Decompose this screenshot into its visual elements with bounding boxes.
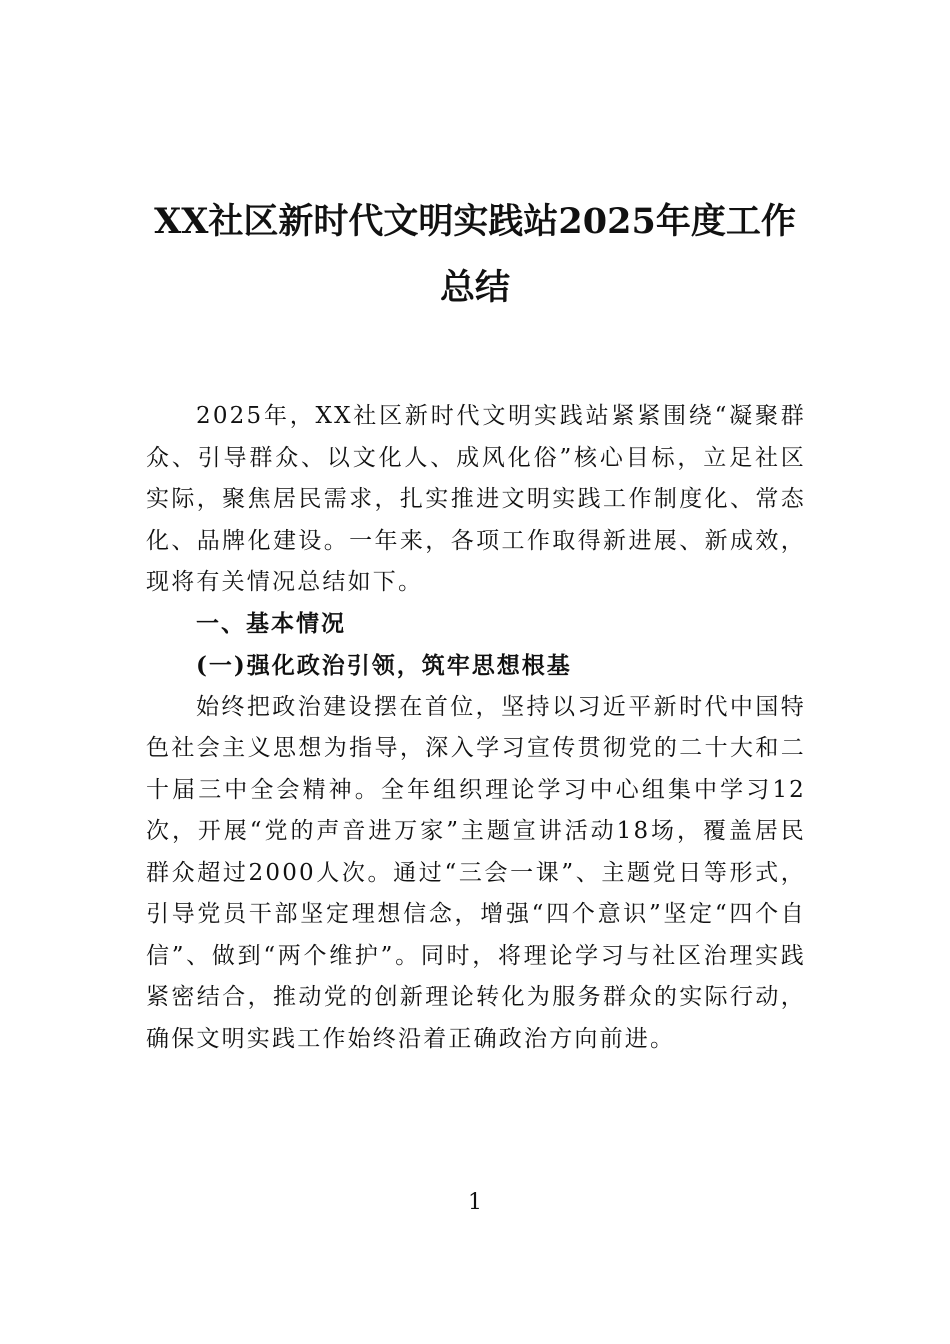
political-leadership-paragraph: 始终把政治建设摆在首位，坚持以习近平新时代中国特色社会主义思想为指导，深入学习宣传贯彻党的二十大和二十届三中全会精神。全年组织理论学习中心组集中学习12次，开展“党的声音进万家”主题宣讲活动18场，覆盖居民群众超过2000人次。通过“三会一课”、主题党日等形式，引导党员干部坚定理想信念，增强“四个意识”坚定“四个自信”、做到“两个维护”。同时，将理论学习与社区治理实践紧密结合，推动党的创新理论转化为服务群众的实际行动，确保文明实践工作始终沿着正确政治方向前进。 bbox=[146, 693, 806, 1052]
intro-paragraph: 2025年，XX社区新时代文明实践站紧紧围绕“凝聚群众、引导群众、以文化人、成风化俗”核心目标，立足社区实际，聚焦居民需求，扎实推进文明实践工作制度化、常态化、品牌化建设。一年来，各项工作取得新进展、新成效，现将有关情况总结如下。 bbox=[146, 403, 806, 595]
document-title-line-2: 总结 bbox=[439, 267, 510, 308]
subsection-heading-political-leadership: (一)强化政治引领，筑牢思想根基 bbox=[196, 652, 572, 679]
section-heading-basic-situation: 一、基本情况 bbox=[196, 610, 346, 637]
page-number: 1 bbox=[468, 1190, 482, 1215]
document-title-line-1: XX社区新时代文明实践站2025年度工作 bbox=[154, 201, 796, 242]
document-body bbox=[146, 396, 806, 1060]
